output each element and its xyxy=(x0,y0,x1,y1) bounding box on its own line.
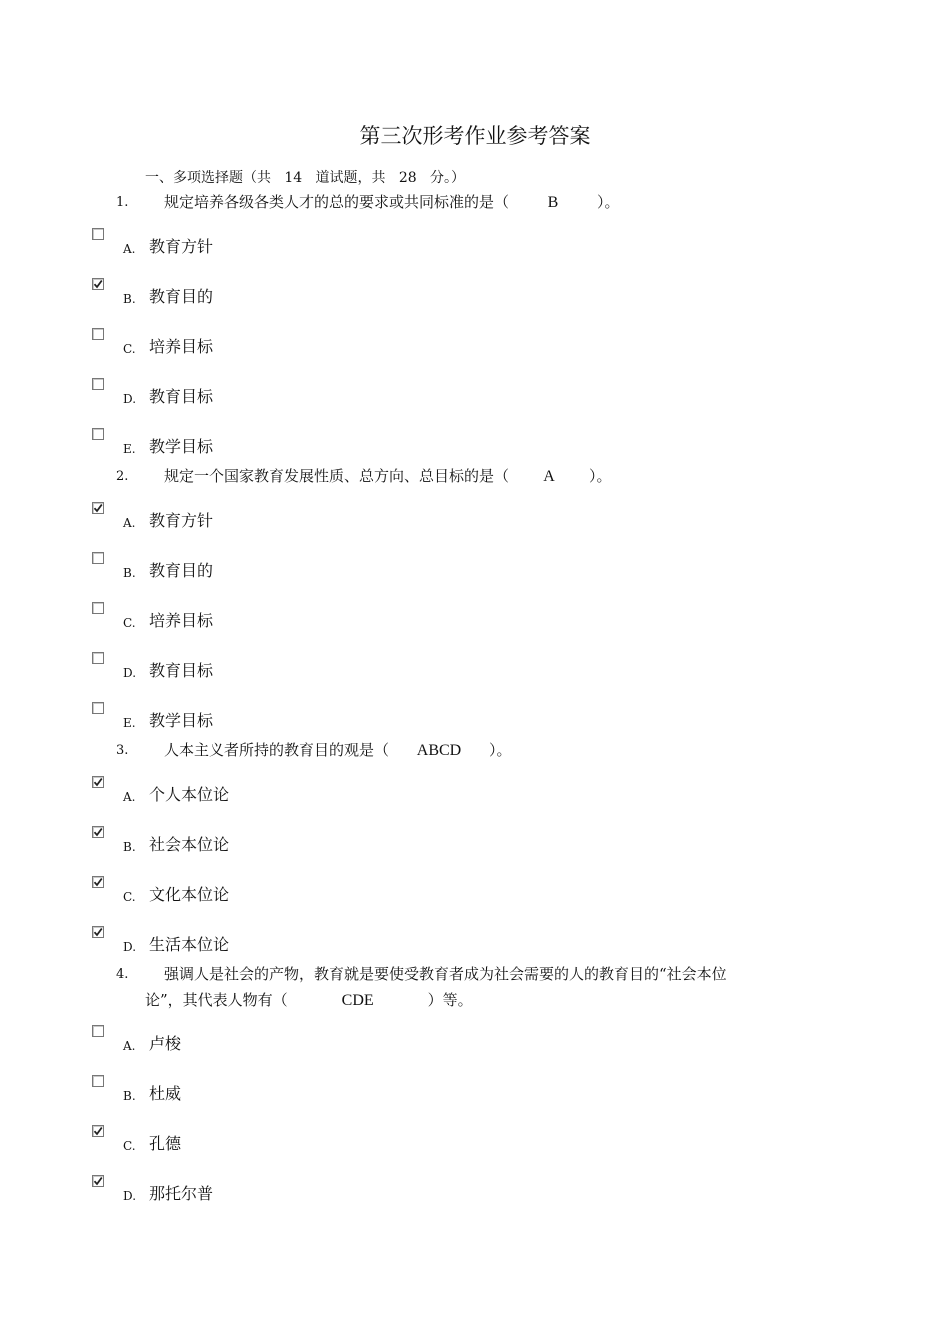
question-1-number: 1. xyxy=(116,195,129,210)
question-4-stem-line-1: 强调人是社会的产物，教育就是要使受教育者成为社会需要的人的教育目的“社会本位 xyxy=(164,965,727,983)
question-2-option-e-letter: E. xyxy=(123,716,136,730)
question-3-option-d-letter: D. xyxy=(123,940,137,954)
question-3-option-a-letter: A. xyxy=(123,790,136,804)
question-1-stem: 规定培养各级各类人才的总的要求或共同标准的是（ B ）。 xyxy=(164,189,620,216)
question-2-answer: A xyxy=(543,468,555,485)
question-2-option-b-text: 教育目的 xyxy=(149,561,214,580)
question-1-option-b-checkbox[interactable] xyxy=(92,278,104,290)
question-2-option-c-text: 培养目标 xyxy=(149,611,214,630)
question-2-option-d-checkbox[interactable] xyxy=(92,652,104,664)
checkmark-icon xyxy=(93,1176,103,1186)
question-1-option-d-checkbox[interactable] xyxy=(92,378,104,390)
question-4-option-d-letter: D. xyxy=(123,1189,137,1203)
checkmark-icon xyxy=(93,927,103,937)
question-4-option-a-letter: A. xyxy=(123,1039,136,1053)
question-3-number: 3. xyxy=(116,743,129,758)
question-3-option-b-checkbox[interactable] xyxy=(92,826,104,838)
checkmark-icon xyxy=(93,777,103,787)
question-4-option-a-checkbox[interactable] xyxy=(92,1025,104,1037)
checkmark-icon xyxy=(93,279,103,289)
question-4-option-b-text: 杜威 xyxy=(149,1084,182,1103)
question-2-option-a-text: 教育方针 xyxy=(149,511,214,530)
question-1-option-e-letter: E. xyxy=(123,442,136,456)
question-4-option-c-checkbox[interactable] xyxy=(92,1125,104,1137)
question-1-option-c-letter: C. xyxy=(123,342,136,356)
question-4-option-c-text: 孔德 xyxy=(149,1134,182,1153)
question-2-option-b-letter: B. xyxy=(123,566,136,580)
question-2-option-e-text: 教学目标 xyxy=(149,711,214,730)
question-2-option-a-letter: A. xyxy=(123,516,136,530)
question-2-option-a-checkbox[interactable] xyxy=(92,502,104,514)
question-3-option-d-text: 生活本位论 xyxy=(149,935,230,954)
question-1-option-a-letter: A. xyxy=(123,242,136,256)
question-2-option-c-checkbox[interactable] xyxy=(92,602,104,614)
question-4-option-d-checkbox[interactable] xyxy=(92,1175,104,1187)
section-heading: 一、多项选择题（共 14 道试题，共 28 分。） xyxy=(145,170,466,186)
question-1-option-e-text: 教学目标 xyxy=(149,437,214,456)
question-3-answer: ABCD xyxy=(416,742,462,759)
question-2-option-d-text: 教育目标 xyxy=(149,661,214,680)
checkmark-icon xyxy=(93,877,103,887)
question-1-option-c-text: 培养目标 xyxy=(149,337,214,356)
question-3-option-a-checkbox[interactable] xyxy=(92,776,104,788)
checkmark-icon xyxy=(93,503,103,513)
question-3-stem: 人本主义者所持的教育目的观是（ ABCD ）。 xyxy=(164,737,512,764)
question-2-option-c-letter: C. xyxy=(123,616,136,630)
question-4-option-b-letter: B. xyxy=(123,1089,136,1103)
question-1-option-e-checkbox[interactable] xyxy=(92,428,104,440)
question-2-number: 2. xyxy=(116,469,129,484)
question-3-option-d-checkbox[interactable] xyxy=(92,926,104,938)
question-1-option-b-text: 教育目的 xyxy=(149,287,214,306)
document-title: 第三次形考作业参考答案 xyxy=(359,124,591,148)
question-1-option-c-checkbox[interactable] xyxy=(92,328,104,340)
question-4-option-c-letter: C. xyxy=(123,1139,136,1153)
question-1-option-d-letter: D. xyxy=(123,392,137,406)
checkmark-icon xyxy=(93,827,103,837)
question-2-option-e-checkbox[interactable] xyxy=(92,702,104,714)
question-2-stem: 规定一个国家教育发展性质、总方向、总目标的是（ A ）。 xyxy=(164,463,612,490)
checkmark-icon xyxy=(93,1126,103,1136)
question-4-option-d-text: 那托尔普 xyxy=(149,1184,214,1203)
question-3-option-c-text: 文化本位论 xyxy=(149,885,230,904)
question-1-option-d-text: 教育目标 xyxy=(149,387,214,406)
question-2-option-d-letter: D. xyxy=(123,666,137,680)
question-3-option-c-checkbox[interactable] xyxy=(92,876,104,888)
question-4-option-a-text: 卢梭 xyxy=(149,1034,182,1053)
question-1-option-a-checkbox[interactable] xyxy=(92,228,104,240)
question-4-stem-line-2: 论”，其代表人物有（ CDE ）等。 xyxy=(145,987,473,1014)
question-4-answer: CDE xyxy=(341,992,374,1009)
question-3-option-c-letter: C. xyxy=(123,890,136,904)
question-4-option-b-checkbox[interactable] xyxy=(92,1075,104,1087)
question-1-answer: B xyxy=(547,194,559,211)
question-1-option-a-text: 教育方针 xyxy=(149,237,214,256)
question-3-option-a-text: 个人本位论 xyxy=(149,785,230,804)
question-3-option-b-text: 社会本位论 xyxy=(149,835,230,854)
question-3-option-b-letter: B. xyxy=(123,840,136,854)
question-1-option-b-letter: B. xyxy=(123,292,136,306)
question-2-option-b-checkbox[interactable] xyxy=(92,552,104,564)
question-4-number: 4. xyxy=(116,967,129,982)
